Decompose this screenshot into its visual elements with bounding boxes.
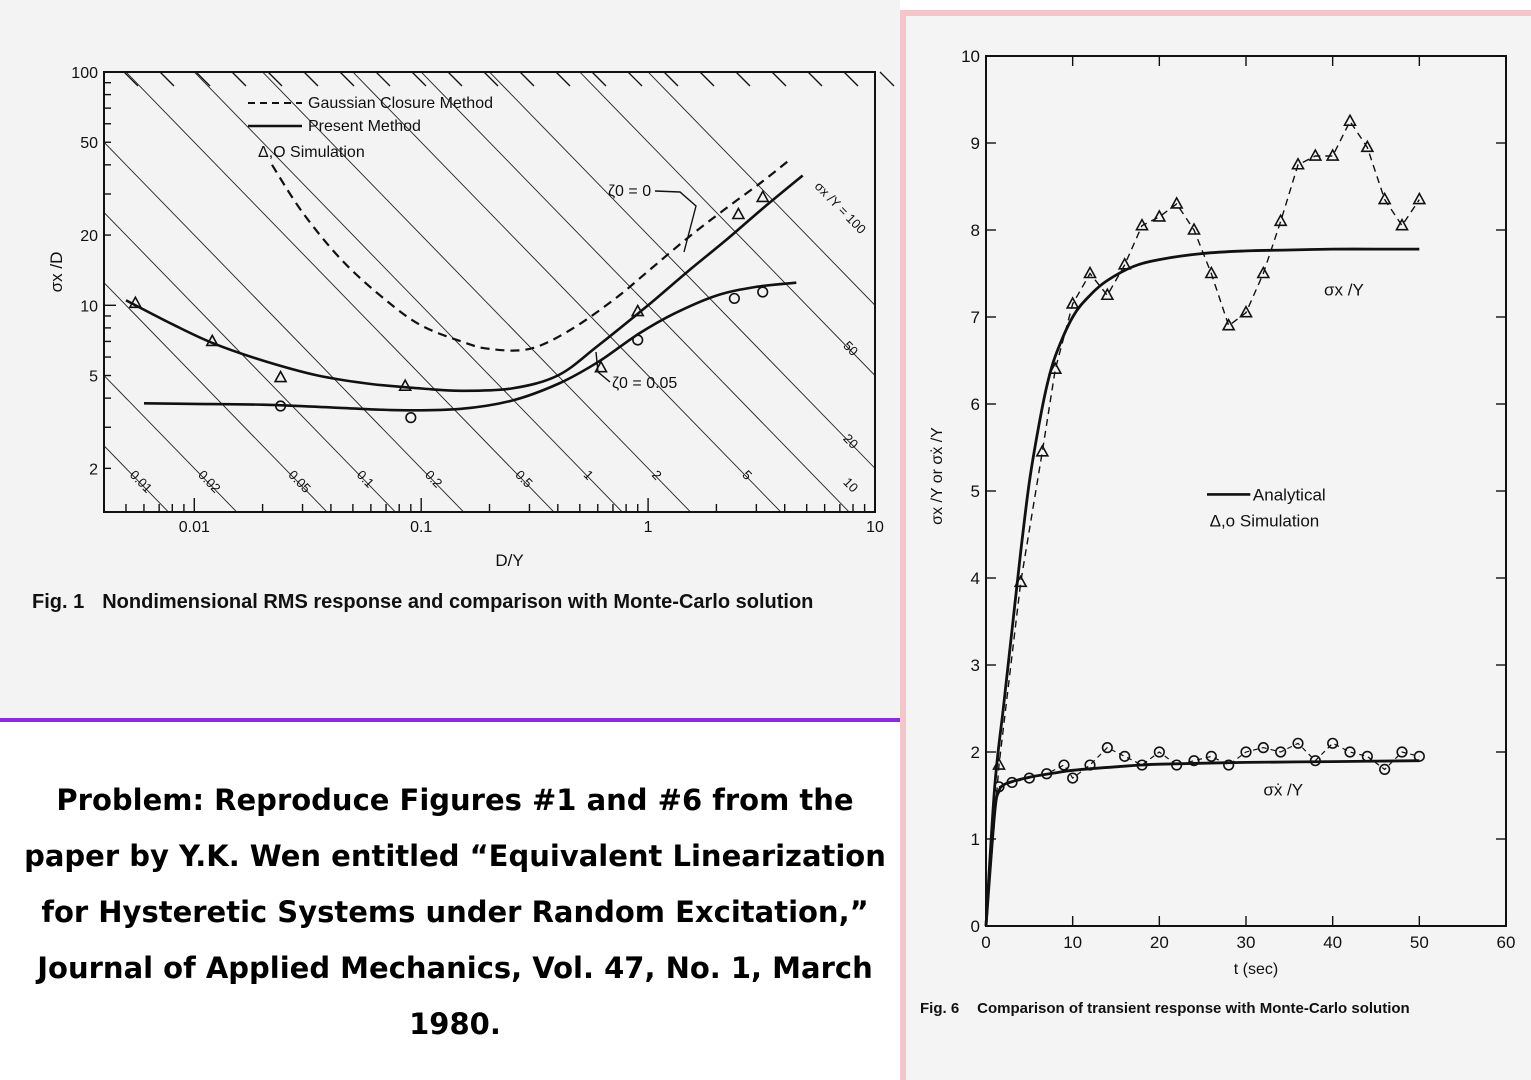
fig6-simulation-circle-point [1415, 752, 1425, 762]
fig6-x-tick-label: 60 [1496, 933, 1516, 952]
fig6-simulation-triangle-point [1171, 198, 1182, 208]
fig6-x-tick-label: 10 [1063, 933, 1083, 952]
fig1-diagonal-line [104, 0, 875, 539]
fig1-x-tick-label: 0.1 [410, 519, 433, 536]
fig1-diagonal-line [104, 0, 875, 305]
fig1-diagonal-line [104, 0, 875, 580]
fig1-top-hatch-mark [448, 72, 462, 86]
fig6-x-tick-label: 40 [1323, 933, 1343, 952]
fig1-y-tick-label: 10 [80, 298, 98, 316]
fig6-y-tick-label: 6 [970, 395, 980, 414]
fig1-top-hatch-mark [700, 72, 714, 86]
fig6-simulation-sigma-xdot-dashed [999, 743, 1419, 787]
fig1-diagonal-value-label: 0.1 [353, 467, 378, 491]
fig1-top-hatch-mark [628, 72, 642, 86]
fig6-simulation-triangle-point [1119, 259, 1130, 269]
fig6-y-tick-label: 0 [970, 917, 980, 936]
fig1-top-hatch-mark [736, 72, 750, 86]
fig6-y-tick-label: 7 [970, 308, 980, 327]
fig6-simulation-triangle-point [1223, 320, 1234, 330]
fig6-simulation-circle-point [1363, 752, 1373, 762]
fig6-curve-label-sigma-xdot: σẋ /Y [1263, 780, 1304, 800]
fig1-top-hatch-mark [880, 72, 894, 86]
fig6-simulation-triangle-point [1037, 446, 1048, 456]
fig1-annotation-leader [655, 191, 696, 252]
fig6-analytical-sigma-x-curve [986, 249, 1419, 926]
fig1-simulation-triangle-point [757, 191, 768, 201]
fig1-diagonal-line [104, 0, 875, 376]
fig1-diagonal-lines [104, 0, 875, 580]
fig1-y-axis-label: σx /D [47, 251, 66, 293]
fig6-simulation-sigma-x-dashed [986, 121, 1419, 926]
fig1-top-hatch-mark [772, 72, 786, 86]
fig1-diagonal-line [104, 212, 875, 580]
fig1-diagonal-value-label: 0.01 [126, 467, 156, 496]
fig6-y-tick-label: 1 [970, 830, 980, 849]
fig1-top-hatch-mark [304, 72, 318, 86]
fig6-curve-label-sigma-x: σx /Y [1324, 280, 1364, 300]
fig1-diagonal-value-label: 20 [840, 430, 862, 452]
fig1-legend-label: Gaussian Closure Method [308, 95, 493, 112]
fig1-y-tick-label: 100 [71, 65, 98, 82]
fig1-simulation-triangle-point [733, 209, 744, 219]
fig1-simulation-circle-point [730, 294, 740, 304]
fig1-top-hatch-mark [160, 72, 174, 86]
fig1-diagonal-value-label: 1 [580, 467, 597, 483]
figure-1-chart [0, 0, 900, 580]
fig6-y-tick-label: 3 [970, 656, 980, 675]
fig6-simulation-triangle-point [1293, 159, 1304, 169]
fig1-simulation-triangle-point [400, 380, 411, 390]
fig1-diagonal-line [104, 142, 875, 580]
fig1-top-hatch-mark [412, 72, 426, 86]
fig1-diagonal-line [104, 49, 875, 580]
fig1-top-hatch-mark [268, 72, 282, 86]
fig6-x-tick-label: 30 [1236, 933, 1256, 952]
figure-6-caption [920, 1000, 1520, 1017]
fig1-diagonal-value-label: 50 [840, 337, 862, 359]
fig6-simulation-circle-point [1345, 747, 1355, 757]
fig1-x-tick-label: 1 [643, 519, 653, 536]
problem-statement: Problem: Reproduce Figures #1 and #6 from the paper by Y.K. Wen entitled “Equivalent Linearization for Hysteretic Systems under Random Excitation,” Journal of Applied Mechanics, Vol. 47, No. 1, March 1980. [24, 783, 886, 1041]
fig1-annotation-zeta005: ζ0 = 0.05 [612, 375, 678, 392]
fig1-diagonal-line [104, 0, 875, 580]
fig6-x-tick-label: 0 [981, 933, 991, 952]
fig6-x-axis-label: t (sec) [1233, 961, 1279, 978]
fig6-y-tick-label: 4 [970, 569, 980, 588]
fig6-y-axis-label: σx /Y or σẋ /Y [929, 427, 946, 525]
fig6-y-tick-label: 8 [970, 221, 980, 240]
fig1-x-axis-label: D/Y [495, 551, 524, 570]
fig1-top-hatch-mark [376, 72, 390, 86]
fig1-top-hatch-mark [808, 72, 822, 86]
fig6-simulation-circle-point [1120, 752, 1130, 762]
fig6-y-tick-label: 2 [970, 743, 980, 762]
fig1-y-tick-label: 50 [80, 135, 98, 153]
fig6-simulation-circle-point [1328, 739, 1338, 749]
fig6-simulation-circle-point [1207, 752, 1217, 762]
fig6-simulation-triangle-point [1414, 194, 1425, 204]
fig1-annotation-zeta0: ζ0 = 0 [608, 183, 652, 200]
figure-6-chart [906, 16, 1531, 986]
fig1-top-hatch-mark [556, 72, 570, 86]
fig1-diagonal-value-label: 0.02 [195, 467, 224, 496]
fig1-top-hatch-mark [664, 72, 678, 86]
fig6-simulation-triangle-point [1137, 220, 1148, 230]
fig1-diagonal-value-label: 2 [649, 467, 665, 483]
fig1-top-hatch-mark [520, 72, 534, 86]
fig6-plot-frame [986, 56, 1506, 926]
figure-6-caption-text: Comparison of transient response with Monte-Carlo solution [977, 1000, 1410, 1017]
fig6-simulation-triangle-point [1310, 150, 1321, 160]
fig1-top-hatch-mark [232, 72, 246, 86]
fig1-simulation-circle-point [633, 335, 643, 345]
fig6-simulation-triangle-point [1275, 215, 1286, 225]
fig1-simulation-circle-point [406, 413, 416, 423]
fig1-diagonal-value-label: 5 [739, 467, 756, 483]
fig1-diagonal-title-label: σx /Y = 100 [811, 178, 869, 237]
fig1-diagonal-value-label: 10 [840, 474, 862, 496]
fig6-legend-label: Analytical [1252, 485, 1326, 505]
fig1-diagonal-line [104, 283, 875, 580]
fig1-y-tick-label: 5 [89, 368, 98, 386]
fig1-top-hatch-mark [592, 72, 606, 86]
fig6-x-tick-label: 50 [1409, 933, 1429, 952]
figure-1-panel [0, 0, 900, 722]
fig1-legend-label: Δ,O Simulation [258, 144, 365, 161]
fig1-top-hatch-mark [124, 72, 138, 86]
fig6-simulation-triangle-point [1345, 115, 1356, 125]
fig6-simulation-triangle-point [1327, 150, 1338, 160]
fig1-top-hatch-mark [844, 72, 858, 86]
fig1-top-hatch-mark [196, 72, 210, 86]
fig6-analytical-sigma-xdot-curve [986, 761, 1419, 926]
fig1-simulation-circle-point [758, 287, 768, 297]
figure-6-number: Fig. 6 [920, 1000, 960, 1017]
fig1-diagonal-line [104, 516, 875, 580]
fig1-top-hatch-mark [340, 72, 354, 86]
fig6-y-tick-label: 10 [961, 47, 980, 66]
problem-statement-panel [0, 722, 900, 1080]
fig1-y-tick-label: 20 [80, 228, 98, 246]
fig1-diagonal-value-label: 0.2 [422, 467, 446, 491]
figure-1-caption [32, 590, 892, 614]
figure-6-panel [900, 10, 1531, 1080]
fig6-simulation-circle-point [1059, 760, 1069, 770]
fig1-present-method-curve-zeta0 [126, 176, 803, 391]
fig1-x-tick-label: 10 [866, 519, 884, 536]
fig6-y-tick-label: 5 [970, 482, 980, 501]
fig1-legend-label: Present Method [308, 118, 421, 135]
fig1-x-tick-label: 0.01 [178, 519, 210, 536]
fig6-simulation-triangle-point [1379, 194, 1390, 204]
fig1-diagonal-value-label: 0.5 [512, 467, 536, 491]
figure-1-number: Fig. 1 [32, 591, 85, 613]
fig6-legend-label: Δ,o Simulation [1209, 511, 1320, 531]
fig1-diagonal-line [104, 0, 875, 468]
fig6-simulation-triangle-point [1154, 211, 1165, 221]
fig1-diagonal-line [104, 0, 875, 580]
fig6-x-tick-label: 20 [1149, 933, 1169, 952]
fig6-y-tick-label: 9 [970, 134, 980, 153]
figure-1-caption-text: Nondimensional RMS response and comparison with Monte-Carlo solution [102, 591, 814, 613]
fig1-y-tick-label: 2 [89, 461, 98, 479]
fig1-diagonal-value-label: 0.05 [285, 467, 314, 496]
fig1-simulation-triangle-point [275, 372, 286, 382]
